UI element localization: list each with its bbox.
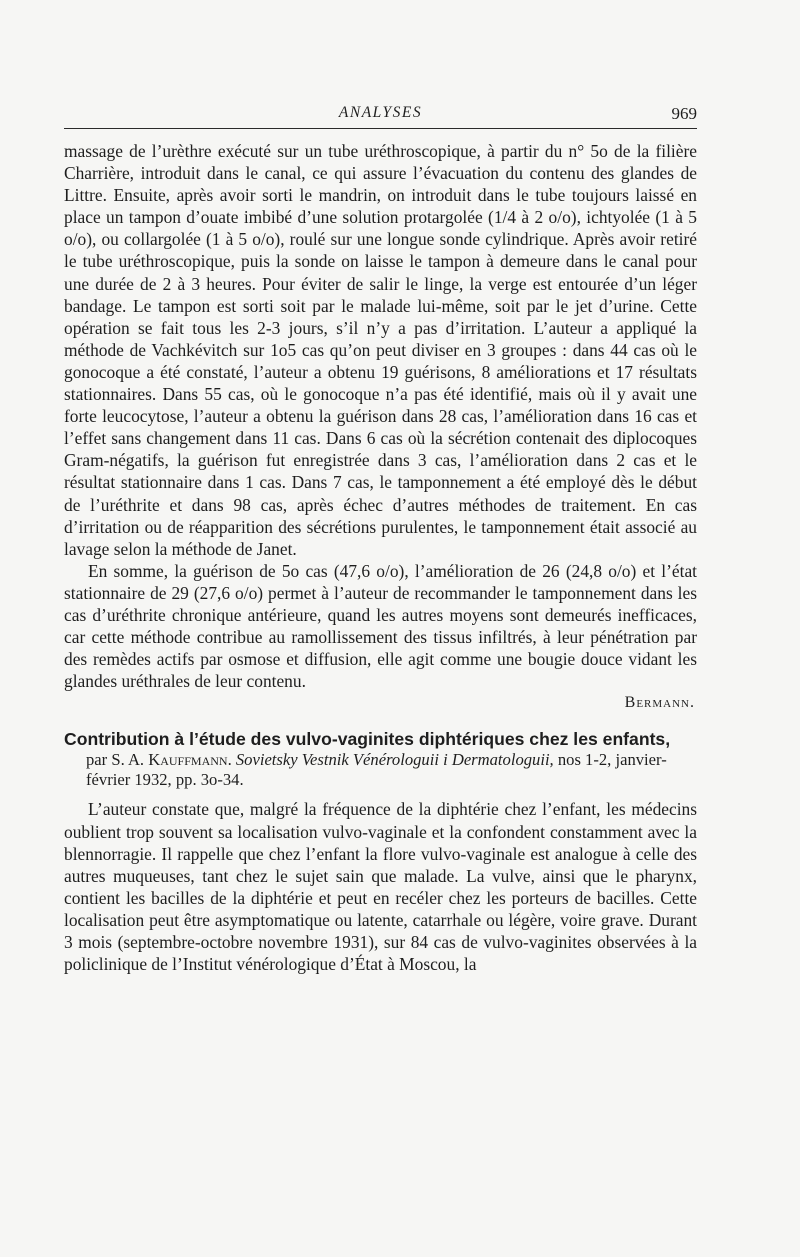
review-2-journal: Sovietsky Vestnik Vénérologuii i Dermatologuii, [235,750,554,770]
review-2-ref-suffix: nos 1-2, janvier-février 1932, pp. 3o-34. [86,750,667,790]
review-2-reference [86,750,697,790]
review-2-title: Contribution à l’étude des vulvo-vaginites diphtériques chez les enfants, [64,729,671,750]
review-2-paragraph-1: L’auteur constate que, malgré la fréquence de la diphtérie chez l’enfant, les médecins oublient trop souvent sa localisation vulvo-vaginale et la confondent constamment avec la blennorragie. Il rappelle que chez l’enfant la flore vulvo-vaginale est analogue à celle des autres muqueuses, tant chez le sujet sain que malade. La vulve, ainsi que le pharynx, contient les bacilles de la diphtérie et peut en recéler chez les porteurs de bacilles. Cette localisation peut être asymptomatique ou latente, catarrhale ou légère, voire grave. Durant 3 mois (septembre-octobre novembre 1931), sur 84 cas de vulvo-vaginites observées à la policlinique de l’Institut vénérologique d’État à Moscou, la [64,799,697,975]
review-2-author: Kauffmann. [148,750,232,770]
review-1-paragraph-1: massage de l’urèthre exécuté sur un tube uréthroscopique, à partir du n° 5o de la filière Charrière, introduit dans le canal, ce qui assure l’évacuation du contenu des glandes de Littre. Ensuite, après avoir sorti le mandrin, on introduit dans le tube toujours laissé en place un tampon d’ouate imbibé d’une solution protargolée (1/4 à 2 o/o), ichtyolée (1 à 5 o/o), ou collargolée (1 à 5 o/o), roulé sur une longue sonde cylindrique. Après avoir retiré le tube uréthroscopique, puis la sonde on laisse le tampon à demeure dans le canal pour une durée de 2 à 3 heures. Pour éviter de salir le linge, la verge est entourée d’un léger bandage. Le tampon est sorti soit par le malade lui-même, soit par le jet d’urine. Cette opération se fait tous les 2-3 jours, s’il n’y a pas d’irritation. L’auteur a appliqué la méthode de Vachkévitch sur 1o5 cas qu’on peut diviser en 3 groupes : dans 44 cas où le gonocoque a été constaté, l’auteur a obtenu 19 guérisons, 8 améliorations et 17 résultats stationnaires. Dans 55 cas, où le gonocoque n’a pas été identifié, mais où il y avait une forte leucocytose, l’auteur a obtenu la guérison dans 28 cas, l’amélioration dans 16 cas et l’effet sans changement dans 11 cas. Dans 6 cas où la sécrétion contenait des diplocoques Gram-négatifs, la guérison fut enregistrée dans 3 cas, l’amélioration dans 2 cas et le résultat stationnaire dans 1 cas. Dans 7 cas, le tamponnement a été employé dès le début de l’uréthrite et dans 98 cas, après échec d’autres méthodes de traitement. En cas d’irritation ou de réapparition des sécrétions purulentes, le tamponnement était associé au lavage selon la méthode de Janet. [64,141,697,559]
running-header [64,96,697,129]
review-1-signature: Bermann. [624,694,695,712]
page-body [64,140,697,975]
page-number: 969 [671,104,697,123]
running-title: ANALYSES [338,104,423,121]
review-1-paragraph-2: En somme, la guérison de 5o cas (47,6 o/o), l’amélioration de 26 (24,8 o/o) et l’état stationnaire de 29 (27,6 o/o) permet à l’auteur de recommander le tamponnement dans les cas d’uréthrite chronique antérieure, quand les autres moyens sont demeurés inefficaces, car cette méthode contribue au ramollissement des tissus infiltrés, à leur pénétration par des remèdes actifs par osmose et diffusion, elle agit comme une bougie douce vidant les glandes uréthrales de leur contenu. [64,560,697,692]
review-2-ref-prefix: par S. A. [86,750,145,770]
